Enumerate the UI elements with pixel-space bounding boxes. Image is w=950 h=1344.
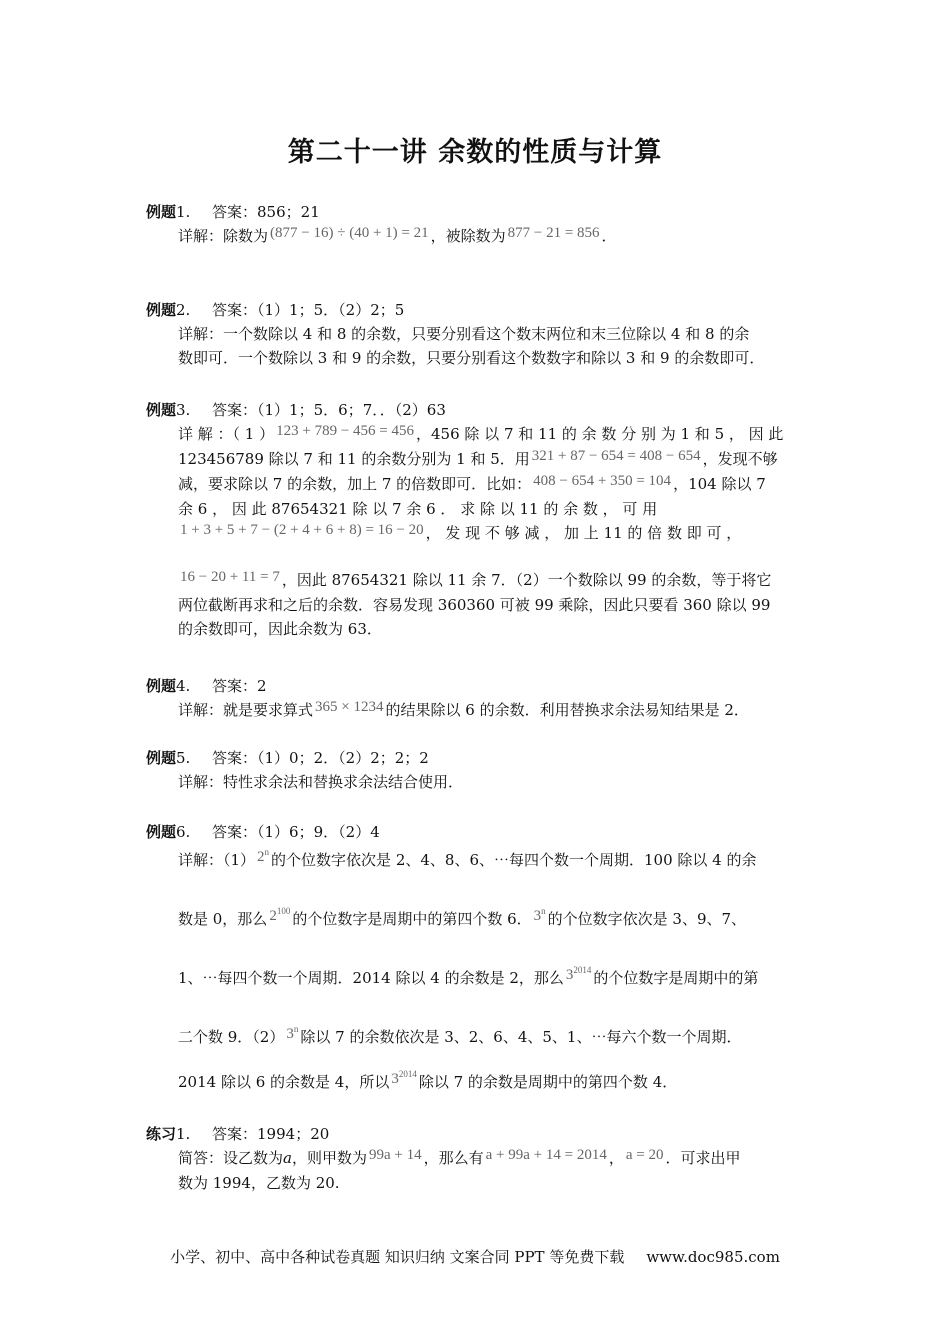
text: 除以 7 的余数依次是 3、2、6、4、5、1、⋯每六个数一个周期． bbox=[300, 1028, 742, 1046]
text: 1、⋯每四个数一个周期．2014 除以 4 的余数是 2，那么 bbox=[178, 969, 564, 987]
text: 详 解 ：（ 1 ） bbox=[178, 425, 275, 443]
formula: 877 − 21 = 856 bbox=[507, 225, 600, 241]
text: ．可求出甲 bbox=[665, 1149, 741, 1167]
formula-base: 3 bbox=[565, 967, 574, 983]
example-number: 2. bbox=[176, 301, 191, 319]
variable-a: a bbox=[283, 1149, 292, 1167]
power-formula bbox=[389, 1071, 419, 1087]
formula: 408 − 654 + 350 = 104 bbox=[533, 473, 672, 489]
text: 的个位数字是周期中的第四个数 6． bbox=[292, 910, 532, 928]
text: 123456789 除以 7 和 11 的余数分别为 1 和 5．用 bbox=[178, 450, 530, 468]
text: ，发现不够 bbox=[702, 450, 778, 468]
example-5 bbox=[146, 746, 810, 794]
text-line: 详解：特性求余法和替换求余法结合使用． bbox=[178, 773, 464, 791]
formula: a + 99a + 14 = 2014 bbox=[485, 1147, 607, 1163]
text-line: 余 6 ， 因 此 87654321 除 以 7 余 6 ． 求 除 以 11 的 余 数 ， 可 用 bbox=[178, 500, 658, 518]
explanation bbox=[146, 844, 810, 1095]
formula: 365 × 1234 bbox=[315, 699, 384, 715]
example-number: 3. bbox=[176, 401, 191, 419]
formula-base: 2 bbox=[257, 849, 265, 865]
brief-answer bbox=[146, 1146, 810, 1195]
power-formula bbox=[284, 1026, 300, 1042]
example-6 bbox=[146, 820, 810, 1095]
exercise-1 bbox=[146, 1122, 810, 1195]
example-label: 例题 bbox=[146, 677, 177, 695]
formula: 123 + 789 − 456 = 456 bbox=[276, 423, 415, 439]
formula: 16 − 20 + 11 = 7 bbox=[180, 569, 280, 585]
answer: 答案：2 bbox=[212, 677, 267, 695]
text-line: 的余数即可，因此余数为 63． bbox=[178, 620, 382, 638]
explanation bbox=[146, 322, 810, 370]
answer: 答案：856；21 bbox=[212, 203, 320, 221]
formula-exponent: n bbox=[541, 906, 546, 916]
answer: 答案：1994；20 bbox=[212, 1125, 330, 1143]
formula-exponent: n bbox=[264, 847, 270, 857]
example-label: 例题 bbox=[146, 749, 177, 767]
text: ． bbox=[601, 227, 617, 245]
text: 的个位数字依次是 3、9、7、 bbox=[547, 910, 747, 928]
answer: 答案：（1）0；2．（2）2；2；2 bbox=[212, 749, 429, 767]
explanation bbox=[146, 770, 810, 794]
formula: 1 + 3 + 5 + 7 − (2 + 4 + 6 + 8) = 16 − 20 bbox=[180, 522, 424, 538]
text: 详解：就是要求算式 bbox=[178, 701, 314, 719]
exercise-number: 1. bbox=[176, 1125, 191, 1143]
formula: a = 20 bbox=[625, 1147, 664, 1163]
text: 详解：除数为 bbox=[178, 227, 269, 245]
example-header bbox=[146, 398, 810, 422]
page-title: 第二十一讲 余数的性质与计算 bbox=[287, 137, 663, 168]
formula-exponent: 2014 bbox=[398, 1069, 417, 1079]
exercise-header bbox=[146, 1122, 810, 1146]
formula: 99a + 14 bbox=[368, 1147, 422, 1163]
answer: 答案：（1）6；9．（2）4 bbox=[212, 823, 380, 841]
formula-exponent: 100 bbox=[276, 906, 291, 916]
example-3 bbox=[146, 398, 810, 641]
example-header bbox=[146, 200, 810, 224]
answer: 答案：（1）1；5．6；7．．（2）63 bbox=[212, 401, 446, 419]
example-number: 6. bbox=[176, 823, 191, 841]
example-label: 例题 bbox=[146, 203, 177, 221]
page-footer bbox=[0, 1246, 950, 1267]
example-header bbox=[146, 746, 810, 770]
example-header bbox=[146, 298, 810, 322]
example-label: 例题 bbox=[146, 301, 177, 319]
power-formula bbox=[267, 908, 292, 924]
answer: 答案：（1）1；5．（2）2；5 bbox=[212, 301, 405, 319]
text: 的结果除以 6 的余数．利用替换求余法易知结果是 2． bbox=[385, 701, 749, 719]
footer-link[interactable]: www.doc985.com bbox=[646, 1248, 780, 1266]
example-header bbox=[146, 674, 810, 698]
example-label: 例题 bbox=[146, 823, 177, 841]
text: 2014 除以 6 的余数是 4，所以 bbox=[178, 1073, 390, 1091]
example-number: 5. bbox=[176, 749, 191, 767]
text: ， 发 现 不 够 减 ， 加 上 11 的 倍 数 即 可 ， bbox=[425, 524, 742, 542]
formula: (877 − 16) ÷ (40 + 1) = 21 bbox=[270, 225, 429, 241]
explanation bbox=[146, 224, 810, 249]
text-line: 数为 1994，乙数为 20. bbox=[178, 1174, 340, 1192]
formula-base: 3 bbox=[391, 1071, 399, 1087]
text: 二个数 9．（2） bbox=[178, 1028, 285, 1046]
power-formula bbox=[255, 849, 271, 865]
text: ，被除数为 bbox=[430, 227, 506, 245]
example-4 bbox=[146, 674, 810, 723]
text: 简答：设乙数为 bbox=[178, 1149, 284, 1167]
formula-exponent: n bbox=[293, 1024, 299, 1034]
example-label: 例题 bbox=[146, 401, 177, 419]
text: 的个位数字依次是 2、4、8、6、⋯每四个数一个周期．100 除以 4 的余 bbox=[271, 851, 757, 869]
text: 的个位数字是周期中的第 bbox=[593, 969, 759, 987]
formula-base: 3 bbox=[286, 1026, 294, 1042]
formula: 321 + 87 − 654 = 408 − 654 bbox=[531, 448, 701, 464]
formula-base: 2 bbox=[269, 908, 277, 924]
example-header bbox=[146, 820, 810, 844]
power-formula bbox=[564, 967, 594, 983]
text: 数是 0，那么 bbox=[178, 910, 268, 928]
example-number: 1. bbox=[176, 203, 191, 221]
footer-text: 小学、初中、高中各种试卷真题 知识归纳 文案合同 PPT 等免费下载 bbox=[170, 1248, 625, 1266]
text: ， bbox=[608, 1149, 624, 1167]
text: ，104 除以 7 bbox=[673, 475, 766, 493]
example-2 bbox=[146, 298, 810, 370]
text-line: 两位截断再求和之后的余数．容易发现 360360 可被 99 乘除，因此只要看 360 除以 99 bbox=[178, 596, 771, 614]
formula-base: 3 bbox=[533, 908, 542, 924]
text: ，因此 87654321 除以 11 余 7．（2）一个数除以 99 的余数，等于将它 bbox=[281, 571, 772, 589]
example-1 bbox=[146, 200, 810, 249]
formula-exponent: 2014 bbox=[573, 965, 592, 975]
text: 详解：（1） bbox=[178, 851, 256, 869]
exercise-label: 练习 bbox=[146, 1125, 177, 1143]
text: ，则甲数为 bbox=[291, 1149, 367, 1167]
explanation bbox=[146, 422, 810, 641]
text: 除以 7 的余数是周期中的第四个数 4． bbox=[418, 1073, 678, 1091]
example-number: 4. bbox=[176, 677, 191, 695]
explanation bbox=[146, 698, 810, 723]
text: 减，要求除以 7 的余数，加上 7 的倍数即可．比如： bbox=[178, 475, 532, 493]
text-line: 详解：一个数除以 4 和 8 的余数，只要分别看这个数末两位和末三位除以 4 和 8 的余 bbox=[178, 325, 750, 343]
text-line: 数即可．一个数除以 3 和 9 的余数，只要分别看这个数数字和除以 3 和 9 的余数即可． bbox=[178, 349, 765, 367]
power-formula bbox=[532, 908, 548, 924]
text: ，那么有 bbox=[423, 1149, 484, 1167]
text: ，456 除 以 7 和 11 的 余 数 分 别 为 1 和 5 ， 因 此 bbox=[416, 425, 784, 443]
